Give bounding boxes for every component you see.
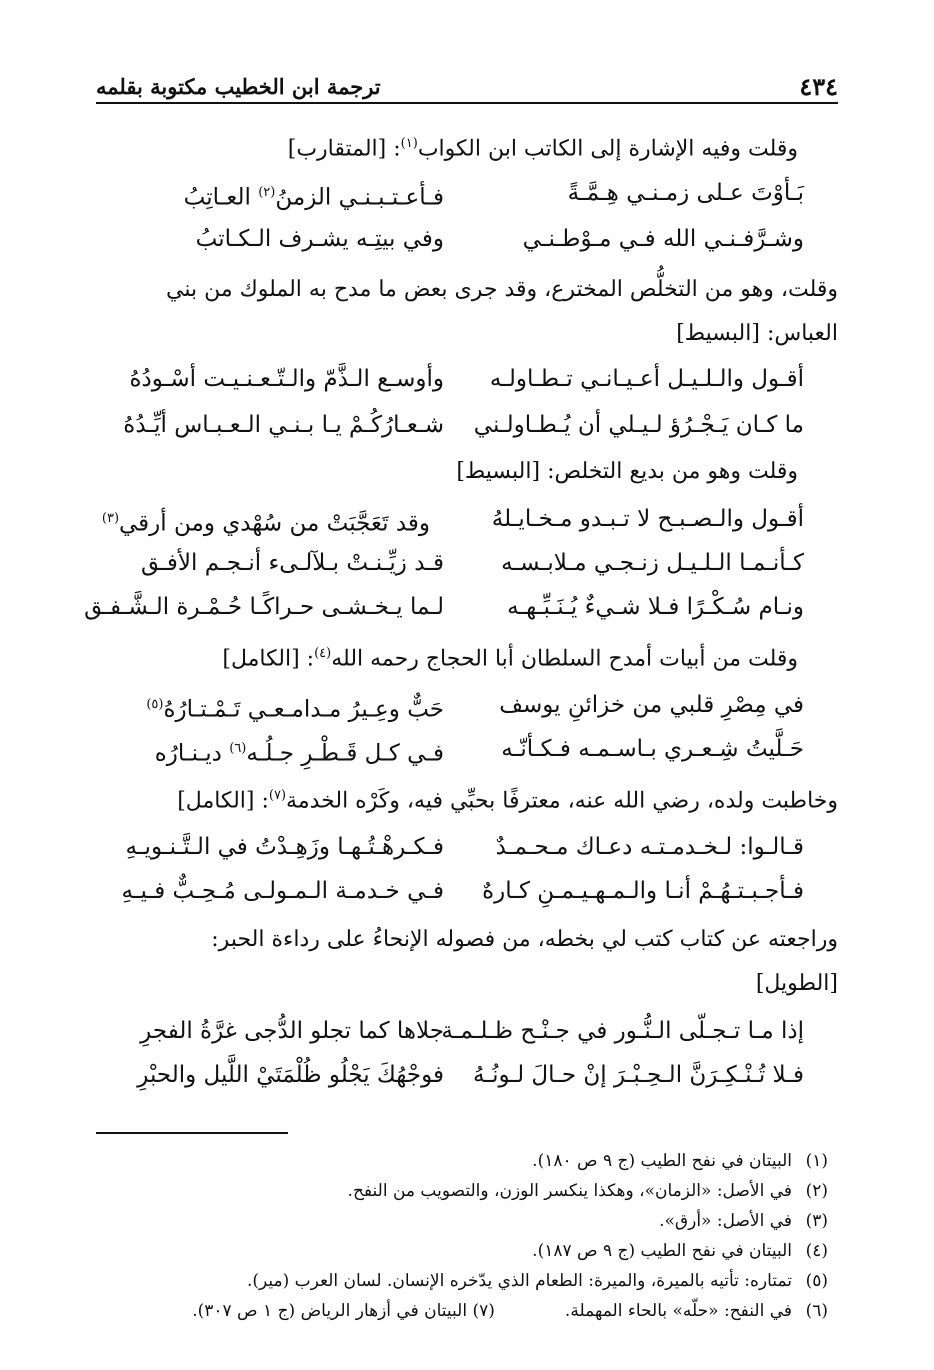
verse-hemistich-2: فـكـرهْـتُـهـا وزَهِـدْتُ في الـتَّـنـويـهِ xyxy=(125,834,444,860)
text: وقلت من أبيات أمدح السلطان أبا الحجاج رحمه الله xyxy=(331,646,798,672)
verse-line xyxy=(124,170,804,216)
footnote-text: في الأصل: «أرق». xyxy=(659,1211,792,1231)
verse-hemistich-2: فـي خـدمـة الـمـولـى مُـحِـبٌّ فـيـهِ xyxy=(121,878,444,904)
verse-hemistich-2: جلاها كما تجلو الدُّجى غرَّةُ الفجرِ xyxy=(140,1018,444,1044)
verse-hemistich-1: كـأنـمـا الـلـيـل زنـجـي مـلابـسـه xyxy=(501,550,804,576)
text: حَبٌّ وعِـيرُ مـدامـعـي تَـمْـتـارُهُ xyxy=(163,696,444,723)
running-title: ترجمة ابن الخطيب مكتوبة بقلمه xyxy=(96,74,381,99)
page-number: ٤٣٤ xyxy=(799,72,838,101)
verse-hemistich-2: وأوسـع الـذَّمّ والـتّـعـنـيـت أسْـودُهُ xyxy=(129,366,444,392)
footnote-ref: (٤) xyxy=(314,646,332,661)
meter-label: : [المتقارب] xyxy=(287,136,401,162)
verse-line xyxy=(124,540,804,586)
text: ديـنـارُه xyxy=(154,740,230,767)
verse-line xyxy=(84,584,804,630)
verse-hemistich-2 xyxy=(124,170,444,221)
footnote-text: في النفح: «حلّه» بالحاء المهملة. xyxy=(564,1301,792,1321)
verse-line xyxy=(124,402,804,448)
verse-line xyxy=(124,682,804,728)
footnote-2 xyxy=(96,1176,828,1206)
verse-hemistich-1: أقـول والـصـبـح لا تـبـدو مـخـايـلهُ xyxy=(491,506,804,532)
footnote-text: البيتان في نفح الطيب (ج ٩ ص ١٨٠). xyxy=(532,1151,792,1171)
footnote-5 xyxy=(96,1266,828,1296)
footnote-mark: (١) xyxy=(805,1151,828,1171)
text: فـأعـتـبـنـي الزمنُ xyxy=(275,184,444,211)
footnote-mark: (٢) xyxy=(805,1181,828,1201)
footnote-3 xyxy=(96,1206,828,1236)
intro-paragraph-4 xyxy=(96,632,798,681)
footnote-mark: (٣) xyxy=(805,1211,828,1231)
verse-line xyxy=(124,356,804,402)
text: وقلت، وهو من التخلُّص المخترع، وقد جرى بعض ما مدح به الملوك من بني xyxy=(165,277,838,302)
page-header xyxy=(96,68,838,104)
footnote-ref: (٣) xyxy=(101,511,120,526)
meter-label: : [الكامل] xyxy=(177,788,269,814)
text: وخاطبت ولده، رضي الله عنه، معترفًا بحبِّي فيه، وكَرْه الخدمة xyxy=(286,788,838,814)
verse-hemistich-2 xyxy=(124,726,444,777)
footnote-mark: (٧) xyxy=(472,1301,495,1321)
verse-hemistich-2: لـما يـخـشـى حـراكًـا حُـمْـرة الـشَّـفـق xyxy=(84,594,444,620)
footnote-ref: (٧) xyxy=(268,788,287,803)
text: فـي كـل قَـطْـرِ جـلُـه xyxy=(246,740,444,767)
verse-line xyxy=(124,824,804,870)
verse-hemistich-1: ونـام سُـكْـرًا فـلا شـيءٌ يُـنَـبِّـهـه xyxy=(507,594,804,620)
verse-hemistich-1: فـلا تُـنْـكِـرَنَّ الـحِـبْـرَ إنْ حـالَ لـونُـهُ xyxy=(473,1062,804,1088)
intro-paragraph-3: وقلت وهو من بديع التخلص: [البسيط] xyxy=(456,459,798,484)
intro-paragraph-5 xyxy=(96,774,838,823)
verse-line xyxy=(124,216,804,262)
footnote-text: البيتان في أزهار الرياض (ج ١ ص ٣٠٧). xyxy=(192,1301,468,1321)
verse-line xyxy=(124,726,804,772)
verse-line xyxy=(101,496,804,542)
footnote-mark: (٥) xyxy=(805,1271,828,1291)
intro-paragraph-1 xyxy=(96,122,798,171)
verse-hemistich-1: بَـأوْتَ عـلى زمـنـي هِـمَّـةً xyxy=(567,180,804,206)
footnote-ref: (٢) xyxy=(258,185,276,200)
verse-hemistich-2: شـعـارُكُـمْ يـا بـنـي الـعـبـاس أيِّـدُهُ xyxy=(123,412,444,438)
verse-hemistich-1: إذا مـا تـجـلّى الـنُّـور في جـنْـح ظـلـمـة xyxy=(441,1018,804,1044)
footnote-6-7 xyxy=(96,1296,828,1326)
verse-line xyxy=(121,868,804,914)
intro-paragraph-6 xyxy=(96,918,838,1006)
verse-hemistich-1: ما كـان يَـجْـرُؤ لـيـلي أن يُـطـاولـني xyxy=(473,412,804,438)
verse-hemistich-1: فـأجـبـتـهُـمْ أنـا والـمـهـيـمـنِ كـارهٌ xyxy=(482,878,804,904)
footnote-text: البيتان في نفح الطيب (ج ٩ ص ١٨٧). xyxy=(532,1241,792,1261)
verse-hemistich-1: أقـول والـلـيـل أعـيـانـي تـطـاولـه xyxy=(489,366,804,392)
footnote-ref: (١) xyxy=(400,136,418,151)
footnote-mark: (٤) xyxy=(805,1241,828,1261)
footnote-ref: (٦) xyxy=(229,741,247,756)
verse-hemistich-2: وفي بيتِـه يشـرف الـكـاتبُ xyxy=(195,226,444,252)
footnote-mark: (٦) xyxy=(805,1301,828,1321)
meter-label: [الطويل] xyxy=(755,971,838,996)
footnote-separator xyxy=(96,1132,288,1134)
footnote-ref: (٥) xyxy=(146,697,164,712)
text: وراجعته عن كتاب كتب لي بخطه، من فصوله الإنحاءُ على رداءة الحبر: xyxy=(211,927,838,952)
verse-hemistich-1: حَـلَّيتُ شِـعـري بـاسـمـه فـكـأنّـه xyxy=(501,736,804,762)
verse-line xyxy=(124,1008,804,1054)
text: وقلت وفيه الإشارة إلى الكاتب ابن الكواب xyxy=(417,136,798,162)
verse-line xyxy=(124,1052,804,1098)
verse-hemistich-1: وشـرَّفـنـي الله فـي مـوْطـنـي xyxy=(522,226,804,252)
intro-paragraph-2 xyxy=(96,268,838,356)
verse-hemistich-1: في مِصْرِ قلبي من خزائنِ يوسف xyxy=(499,692,804,718)
verse-hemistich-2: فوجْهُكَ يَجْلُو ظُلْمَتَيْ اللَّيل والحبْرِ xyxy=(137,1062,444,1088)
meter-label: : [الكامل] xyxy=(222,646,315,672)
text: وقد تَعَجَّبَتْ من سُهْدي ومن أرقي xyxy=(119,510,430,537)
footnote-text: تمتاره: تأتيه بالميرة، والميرة: الطعام الذي يدّخره الإنسان. لسان العرب (مير). xyxy=(246,1271,792,1291)
meter-label: العباس: [البسيط] xyxy=(676,321,838,346)
footnote-text: في الأصل: «الزمان»، وهكذا ينكسر الوزن، والتصويب من النفح. xyxy=(347,1181,792,1201)
footnote-4 xyxy=(96,1236,828,1266)
footnote-1 xyxy=(96,1146,828,1176)
verse-hemistich-1: قـالـوا: لـخـدمـتـه دعـاك مـحـمـدٌ xyxy=(495,834,804,860)
text: العـاتِبُ xyxy=(183,184,259,211)
verse-hemistich-2: قـد زيِّـنـتْ بـلآلـىء أنـجـم الأفـق xyxy=(141,550,444,576)
